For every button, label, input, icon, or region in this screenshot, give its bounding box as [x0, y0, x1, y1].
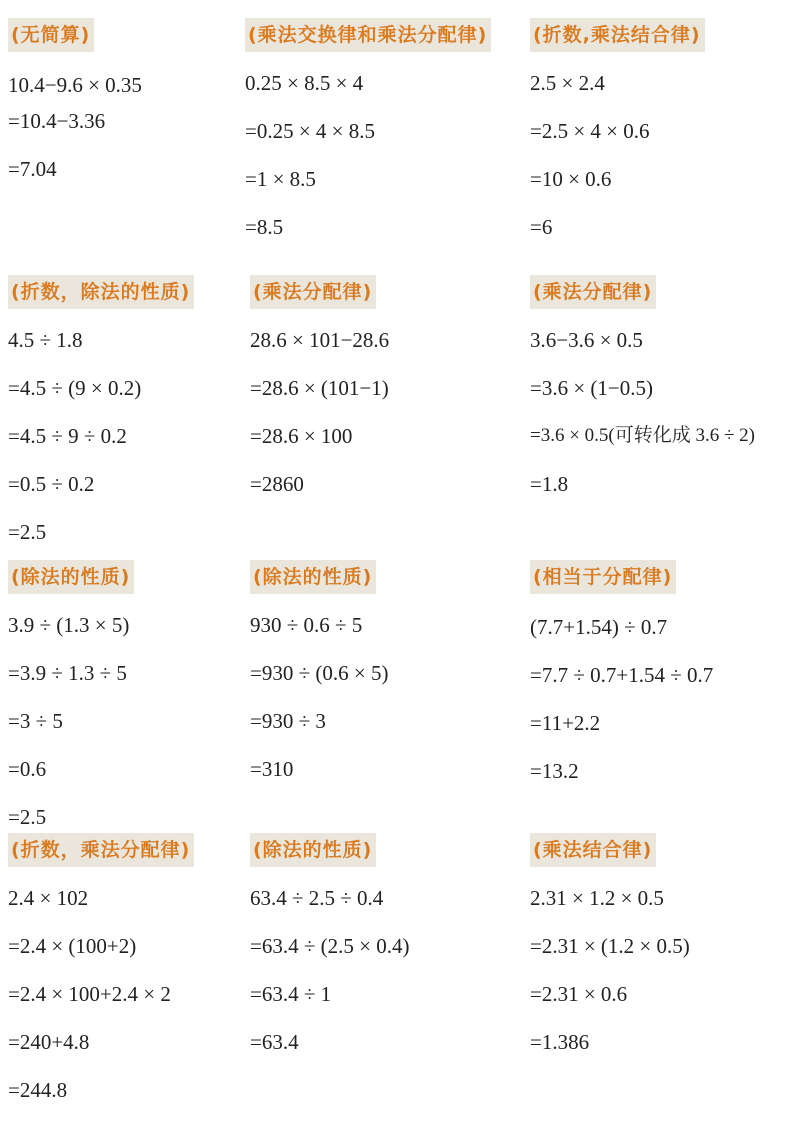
equation-line: =1 × 8.5: [245, 167, 316, 191]
equation-line: =7.7 ÷ 0.7+1.54 ÷ 0.7: [530, 663, 714, 687]
equation-line: =2.31 × (1.2 × 0.5): [530, 934, 690, 958]
equation-line: =0.25 × 4 × 8.5: [245, 119, 376, 143]
equation-line: =930 ÷ 3: [250, 709, 326, 733]
equation-line: (7.7+1.54) ÷ 0.7: [530, 615, 668, 639]
equation-line: =11+2.2: [530, 711, 601, 735]
equation-line: =0.5 ÷ 0.2: [8, 472, 95, 496]
method-tag: (相当于分配律): [530, 560, 676, 594]
method-tag: (折数,乘法结合律): [530, 18, 705, 52]
equation-line: 2.31 × 1.2 × 0.5: [530, 886, 664, 910]
equation-line: =8.5: [245, 215, 284, 239]
equation-line: =310: [250, 757, 294, 781]
equation-line: =1.8: [530, 472, 569, 496]
equation-line: =7.04: [8, 157, 57, 181]
equation-line: =2.5: [8, 520, 47, 544]
method-tag: (无简算): [8, 18, 94, 52]
equation-line: 28.6 × 101−28.6: [250, 328, 390, 352]
equation-line: =2860: [250, 472, 304, 496]
equation-line: 3.6−3.6 × 0.5: [530, 328, 643, 352]
equation-line: 0.25 × 8.5 × 4: [245, 71, 364, 95]
equation-line: =0.6: [8, 757, 47, 781]
method-tag: (除法的性质): [8, 560, 134, 594]
method-tag: (除法的性质): [250, 560, 376, 594]
equation-line: =63.4 ÷ (2.5 × 0.4): [250, 934, 410, 958]
method-tag: (乘法分配律): [250, 275, 376, 309]
equation-line: =1.386: [530, 1030, 590, 1054]
equation-line: =930 ÷ (0.6 × 5): [250, 661, 389, 685]
equation-line: =2.4 × 100+2.4 × 2: [8, 982, 171, 1006]
equation-line: =2.4 × (100+2): [8, 934, 137, 958]
equation-line: =28.6 × 100: [250, 424, 353, 448]
equation-line: =63.4: [250, 1030, 299, 1054]
equation-line: =28.6 × (101−1): [250, 376, 389, 400]
equation-line: =6: [530, 215, 553, 239]
equation-line: =10.4−3.36: [8, 109, 106, 133]
method-tag: (乘法结合律): [530, 833, 656, 867]
method-tag: (除法的性质): [250, 833, 376, 867]
equation-line: =3 ÷ 5: [8, 709, 63, 733]
equation-line: =3.6 × (1−0.5): [530, 376, 654, 400]
equation-line: =2.5 × 4 × 0.6: [530, 119, 650, 143]
equation-line: =4.5 ÷ (9 × 0.2): [8, 376, 142, 400]
equation-line: 2.4 × 102: [8, 886, 89, 910]
equation-line: =3.6 × 0.5(可转化成 3.6 ÷ 2): [530, 425, 756, 446]
equation-line: 10.4−9.6 × 0.35: [8, 73, 142, 97]
equation-line: 930 ÷ 0.6 ÷ 5: [250, 613, 363, 637]
equation-line: =244.8: [8, 1078, 68, 1102]
equation-line: =4.5 ÷ 9 ÷ 0.2: [8, 424, 127, 448]
equation-line: =2.31 × 0.6: [530, 982, 628, 1006]
equation-line: =240+4.8: [8, 1030, 90, 1054]
equation-line: 63.4 ÷ 2.5 ÷ 0.4: [250, 886, 384, 910]
equation-line: 4.5 ÷ 1.8: [8, 328, 83, 352]
equation-line: 3.9 ÷ (1.3 × 5): [8, 613, 130, 637]
method-tag: (乘法交换律和乘法分配律): [245, 18, 491, 52]
equation-line: =13.2: [530, 759, 579, 783]
method-tag: (折数，乘法分配律): [8, 833, 194, 867]
method-tag: (折数，除法的性质): [8, 275, 194, 309]
equation-line: =63.4 ÷ 1: [250, 982, 332, 1006]
equation-line: 2.5 × 2.4: [530, 71, 605, 95]
equation-line: =10 × 0.6: [530, 167, 612, 191]
method-tag: (乘法分配律): [530, 275, 656, 309]
equation-line: =2.5: [8, 805, 47, 829]
equation-line: =3.9 ÷ 1.3 ÷ 5: [8, 661, 127, 685]
